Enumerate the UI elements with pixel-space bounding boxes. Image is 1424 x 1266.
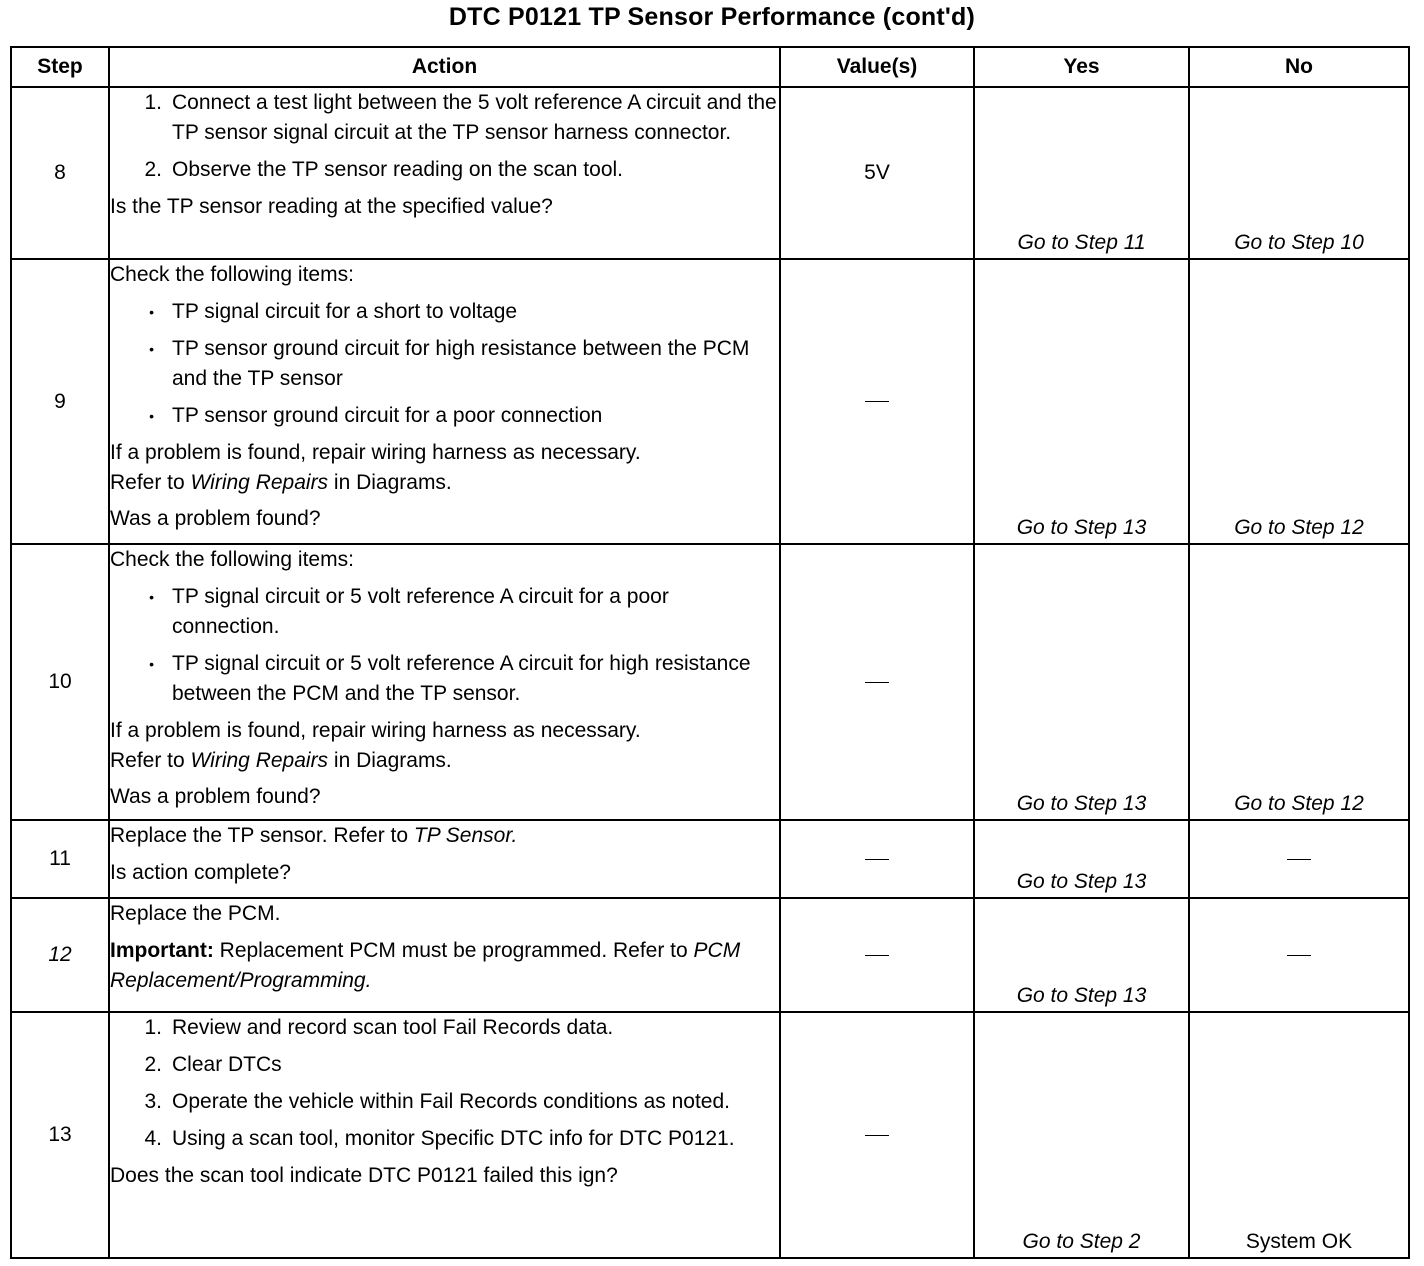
question-text: Does the scan tool indicate DTC P0121 failed this ign? (110, 1164, 618, 1187)
item-text: TP sensor ground circuit for a poor connection (172, 404, 603, 427)
bullet-item (110, 401, 779, 431)
header-values: Value(s) (780, 47, 974, 87)
item-number: 2. (144, 158, 162, 181)
wiring-repairs-link[interactable]: Wiring Repairs (190, 749, 329, 772)
value-cell (780, 898, 974, 1012)
item-text: TP signal circuit for a short to voltage (172, 300, 518, 323)
question-text: Is the TP sensor reading at the specified value? (110, 195, 553, 218)
wiring-repairs-link[interactable]: Wiring Repairs (190, 471, 329, 494)
yes-link[interactable]: Go to Step 13 (974, 820, 1189, 898)
bullet-item (110, 582, 779, 642)
item-text: TP sensor ground circuit for high resistance between the PCM and the TP sensor (172, 337, 750, 390)
numbered-item (110, 1087, 779, 1117)
bullet-icon: • (149, 341, 154, 357)
table-row (11, 544, 1409, 820)
yes-link[interactable]: Go to Step 13 (974, 544, 1189, 820)
item-text: Connect a test light between the 5 volt reference A circuit and the TP sensor signal circuit at the TP sensor harness connector. (172, 91, 777, 144)
step-number: 12 (11, 898, 109, 1012)
item-number: 1. (144, 91, 162, 114)
no-link[interactable]: Go to Step 12 (1189, 544, 1409, 820)
important-note: Important: Replacement PCM must be programmed. Refer to PCM Replacement/Programming. (110, 939, 741, 992)
pcm-replacement-link[interactable]: PCM Replacement/Programming. (110, 939, 741, 992)
dash-icon (865, 682, 889, 683)
value-cell (780, 820, 974, 898)
bullet-icon: • (149, 304, 154, 320)
action-text: Replace the PCM. (110, 902, 281, 925)
item-text: Operate the vehicle within Fail Records conditions as noted. (172, 1090, 730, 1113)
yes-link[interactable]: Go to Step 11 (974, 87, 1189, 259)
action-cell (109, 544, 780, 820)
item-number: 4. (144, 1127, 162, 1150)
tp-sensor-link[interactable]: TP Sensor. (413, 824, 518, 847)
yes-link[interactable]: Go to Step 13 (974, 898, 1189, 1012)
no-cell (1189, 898, 1409, 1012)
step-number: 13 (11, 1012, 109, 1258)
header-no: No (1189, 47, 1409, 87)
value-cell (780, 544, 974, 820)
item-number: 1. (144, 1016, 162, 1039)
question-text: Was a problem found? (110, 785, 321, 808)
table-row (11, 1012, 1409, 1258)
no-link[interactable]: Go to Step 10 (1189, 87, 1409, 259)
header-action: Action (109, 47, 780, 87)
dash-icon (1287, 955, 1311, 956)
item-text: Clear DTCs (172, 1053, 282, 1076)
numbered-item (110, 155, 779, 185)
numbered-item (110, 1124, 779, 1154)
dash-icon (1287, 859, 1311, 860)
no-cell (1189, 820, 1409, 898)
bullet-item (110, 334, 779, 394)
bullet-icon: • (149, 656, 154, 672)
dash-icon (865, 955, 889, 956)
question-text: Was a problem found? (110, 507, 321, 530)
value-cell (780, 259, 974, 544)
intro-text: Check the following items: (110, 548, 354, 571)
dash-icon (865, 859, 889, 860)
table-row (11, 898, 1409, 1012)
numbered-item (110, 1050, 779, 1080)
bullet-item (110, 649, 779, 709)
item-number: 2. (144, 1053, 162, 1076)
action-cell (109, 898, 780, 1012)
step-number: 10 (11, 544, 109, 820)
repair-text: If a problem is found, repair wiring harness as necessary. Refer to Wiring Repairs in Diagrams. (110, 719, 641, 772)
bullet-icon: • (149, 589, 154, 605)
table-row (11, 87, 1409, 259)
step-number: 9 (11, 259, 109, 544)
step-number: 8 (11, 87, 109, 259)
item-text: Using a scan tool, monitor Specific DTC info for DTC P0121. (172, 1127, 735, 1150)
action-cell (109, 87, 780, 259)
numbered-item (110, 88, 779, 148)
item-text: TP signal circuit or 5 volt reference A circuit for high resistance between the PCM and the TP sensor. (172, 652, 751, 705)
item-text: Observe the TP sensor reading on the scan tool. (172, 158, 623, 181)
yes-link[interactable]: Go to Step 13 (974, 259, 1189, 544)
action-cell (109, 1012, 780, 1258)
page-title: DTC P0121 TP Sensor Performance (cont'd) (448, 3, 976, 31)
header-yes: Yes (974, 47, 1189, 87)
table-row (11, 820, 1409, 898)
diagnostic-table (10, 46, 1410, 1259)
dash-icon (865, 401, 889, 402)
no-link[interactable]: Go to Step 12 (1189, 259, 1409, 544)
item-text: Review and record scan tool Fail Records data. (172, 1016, 614, 1039)
item-number: 3. (144, 1090, 162, 1113)
numbered-item (110, 1013, 779, 1043)
yes-link[interactable]: Go to Step 2 (974, 1012, 1189, 1258)
step-number: 11 (11, 820, 109, 898)
table-row (11, 259, 1409, 544)
no-result: System OK (1189, 1012, 1409, 1258)
dash-icon (865, 1135, 889, 1136)
item-text: TP signal circuit or 5 volt reference A circuit for a poor connection. (172, 585, 669, 638)
bullet-item (110, 297, 779, 327)
bullet-icon: • (149, 408, 154, 424)
header-row (11, 47, 1409, 87)
action-cell (109, 820, 780, 898)
important-label: Important: (110, 939, 214, 962)
header-step: Step (11, 47, 109, 87)
value-cell (780, 1012, 974, 1258)
action-cell (109, 259, 780, 544)
value-cell: 5V (780, 87, 974, 259)
question-text: Is action complete? (110, 861, 291, 884)
action-text: Replace the TP sensor. Refer to TP Sensor. (110, 824, 518, 847)
intro-text: Check the following items: (110, 263, 354, 286)
repair-text: If a problem is found, repair wiring harness as necessary. Refer to Wiring Repairs in Diagrams. (110, 441, 641, 494)
